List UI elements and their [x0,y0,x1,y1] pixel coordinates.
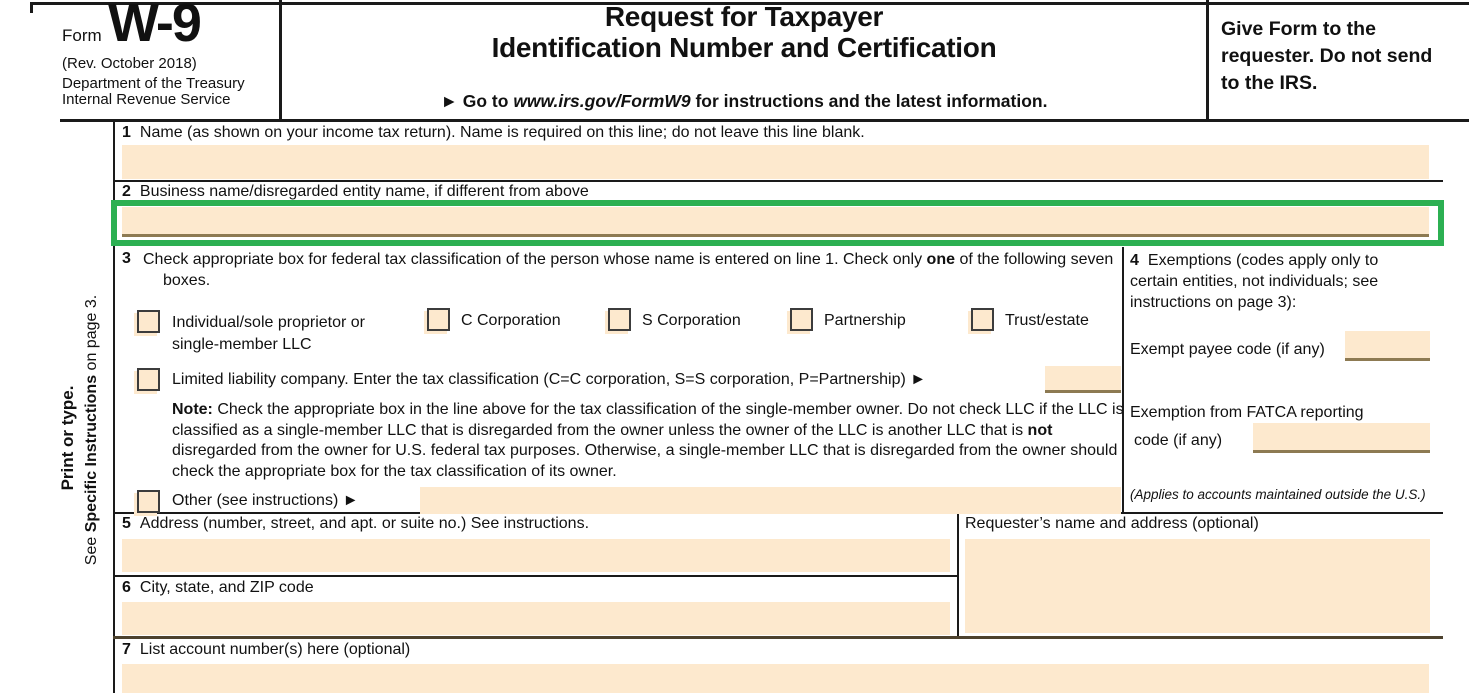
llc-arrow-icon: ► [910,371,927,388]
requester-label: Requester’s name and address (optional) [965,515,1259,532]
line7-label [122,641,410,659]
line4-number: 4 [1130,252,1139,269]
checkbox-other[interactable] [137,490,160,513]
arrow-icon: ► [440,91,458,111]
note-part2: disregarded from the owner for U.S. federal tax purposes. Otherwise, a single-member LLC that is disregarded from the owner should check the appropriate box for the tax classification of its owner. [172,442,1118,480]
line3-number: 3 [122,250,131,267]
line2-number: 2 [122,183,131,200]
divider-row6 [113,636,1443,639]
checkbox-llc-label [172,371,926,389]
line3-text-bold: one [926,251,955,268]
line4-label [1130,250,1430,313]
name-input[interactable] [122,145,1429,179]
line3-text-pre: Check appropriate box for federal tax classification of the person whose name is entered on line 1. Check only [143,251,927,268]
form-word: Form [62,26,102,45]
goto-pre: Go to [462,91,514,111]
see-post: on page 3. [83,294,100,375]
form-number: W-9 [108,0,200,53]
department-line1: Department of the Treasury [62,75,245,92]
sidebar-see-instructions [83,295,101,565]
other-input[interactable] [420,487,1121,514]
checkbox-trust-estate[interactable] [971,308,994,331]
checkbox-individual-label: Individual/sole proprietor or single-member LLC [172,314,365,353]
line4-text: Exemptions (codes apply only to certain entities, not individuals; see instructions on page 3): [1130,252,1379,311]
checkbox-partnership-label: Partnership [824,312,906,329]
highlight-box [111,200,1444,246]
line1-label [122,124,865,142]
fatca-code-input[interactable] [1253,423,1430,453]
address-input[interactable] [122,539,950,572]
checkbox-partnership[interactable] [790,308,813,331]
goto-url: www.irs.gov/FormW9 [513,91,691,111]
line6-text: City, state, and ZIP code [139,579,314,596]
title-line1: Request for Taxpayer [604,1,884,32]
see-bold: Specific Instructions [83,374,100,533]
header-divider-right [1206,0,1209,121]
department-line2: Internal Revenue Service [62,91,231,108]
note-bold: Note: [172,401,213,418]
fatca-label-line2: code (if any) [1134,432,1223,449]
checkbox-trust-estate-label: Trust/estate [1005,312,1089,329]
line5-text: Address (number, street, and apt. or suite no.) See instructions. [139,515,590,532]
account-numbers-input[interactable] [122,664,1429,693]
line5-number: 5 [122,515,131,532]
give-form-notice: Give Form to the requester. Do not send to the IRS. [1221,18,1433,94]
form-department [62,76,245,108]
requester-input[interactable] [965,539,1430,633]
line7-text: List account number(s) here (optional) [139,641,411,658]
line3-note [172,400,1124,482]
line2-label [122,183,589,201]
checkbox-individual[interactable] [137,310,160,333]
goto-post: for instructions and the latest information. [690,91,1048,111]
line1-number: 1 [122,124,131,141]
note-bold2: not [1027,421,1053,439]
form-revision: (Rev. October 2018) [62,55,197,72]
checkbox-s-corporation-label: S Corporation [642,312,741,329]
line6-label [122,579,314,597]
divider-row5 [113,575,959,577]
divider-row1 [113,180,1443,182]
title-line2: Identification Number and Certification [491,32,997,63]
checkbox-llc[interactable] [137,368,160,391]
sidebar-print-or-type: Print or type. [58,385,77,491]
line2-text: Business name/disregarded entity name, if different from above [139,183,589,200]
line5-label [122,515,589,533]
header-bottom-border [60,119,1469,122]
see-pre: See [83,532,100,566]
fatca-label-line1: Exemption from FATCA reporting [1130,404,1364,421]
exempt-payee-input[interactable] [1345,331,1430,361]
top-border-stub [30,2,33,13]
line1-text: Name (as shown on your income tax return). Name is required on this line; do not leave this line blank. [139,124,865,141]
other-label-text: Other (see instructions) [172,492,343,509]
line3-label [143,250,1138,291]
note-part1: Check the appropriate box in the line above for the tax classification of the single-member owner. Do not check LLC if the LLC is classified as a single-member LLC that is disregarded from the owner unless the owner of the LLC is another LLC that is [172,401,1124,439]
checkbox-other-label [172,492,359,510]
other-arrow-icon: ► [342,492,359,509]
city-state-zip-input[interactable] [122,602,950,635]
goto-instructions [282,91,1206,112]
form-title [282,1,1206,63]
llc-classification-input[interactable] [1045,366,1121,393]
fatca-note: (Applies to accounts maintained outside the U.S.) [1130,487,1426,502]
line3-text-post: of the following seven boxes. [163,251,1114,289]
checkbox-s-corporation[interactable] [608,308,631,331]
checkbox-c-corporation-label: C Corporation [461,312,561,329]
llc-label-text: Limited liability company. Enter the tax classification (C=C corporation, S=S corporation, P=Partnership) [172,371,911,388]
checkbox-c-corporation[interactable] [427,308,450,331]
line6-number: 6 [122,579,131,596]
line7-number: 7 [122,641,131,658]
exempt-payee-label: Exempt payee code (if any) [1130,341,1325,358]
